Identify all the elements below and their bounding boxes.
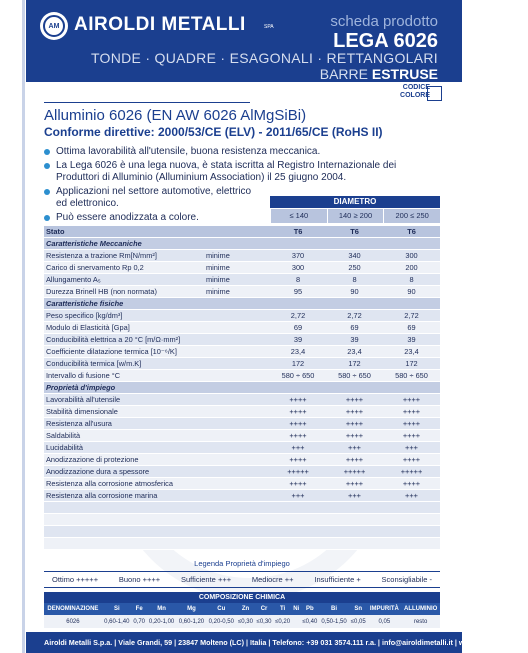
table-cell: +++ xyxy=(383,490,440,502)
table-row xyxy=(44,454,440,466)
legend-item: Mediocre ++ xyxy=(251,575,294,584)
table-cell: Anodizzazione di protezione xyxy=(44,454,204,466)
codice-colore-label: CODICE COLORE xyxy=(400,84,430,99)
chem-value: 0,20-1,00 xyxy=(147,615,177,628)
table-cell: 580 ÷ 650 xyxy=(383,370,440,382)
table-cell: Lucidabilità xyxy=(44,442,204,454)
list-item: La Lega 6026 è una lega nuova, è stata iscritta al Registro Internazionale dei Produttori di Alluminio (Alluminium Association) il 25 giugno 2004. xyxy=(44,160,404,184)
chem-header: Zn xyxy=(236,603,255,615)
table-cell: Coefficiente dilatazione termica [10⁻⁶/K] xyxy=(44,346,204,358)
left-accent-line xyxy=(22,0,25,653)
table-cell xyxy=(204,430,270,442)
table-cell xyxy=(204,322,270,334)
doc-type: scheda prodotto xyxy=(330,13,438,30)
chem-value: 0,20-0,50 xyxy=(206,615,236,628)
table-row xyxy=(44,226,440,238)
table-cell: Anodizzazione dura a spessore xyxy=(44,466,204,478)
chem-header: Ni xyxy=(292,603,301,615)
chem-value: 0,60-1,20 xyxy=(177,615,207,628)
table-cell: ++++ xyxy=(383,454,440,466)
table-cell: 250 xyxy=(326,262,383,274)
table-cell xyxy=(204,334,270,346)
table-cell: ++++ xyxy=(383,394,440,406)
table-cell xyxy=(204,310,270,322)
table-cell xyxy=(204,490,270,502)
table-row xyxy=(44,334,440,346)
table-cell xyxy=(204,394,270,406)
blank-row xyxy=(44,526,440,538)
table-cell xyxy=(204,478,270,490)
chem-header: Bi xyxy=(319,603,349,615)
table-cell: 2,72 xyxy=(326,310,383,322)
table-cell: 8 xyxy=(270,274,326,286)
section-label: Caratteristiche Meccaniche xyxy=(44,238,440,250)
table-row xyxy=(44,478,440,490)
properties-table xyxy=(44,226,440,550)
chem-header: Mg xyxy=(177,603,207,615)
table-cell: Conducibilità termica [w/m.K] xyxy=(44,358,204,370)
chem-value: ≤0,20 xyxy=(273,615,292,628)
chem-title: COMPOSIZIONE CHIMICA xyxy=(44,592,440,603)
table-cell: 90 xyxy=(326,286,383,298)
legend-item: Sufficiente +++ xyxy=(180,575,232,584)
color-code-box xyxy=(427,86,442,101)
chem-value: ≤0,40 xyxy=(301,615,320,628)
table-cell: ++++ xyxy=(383,406,440,418)
table-cell: +++ xyxy=(270,442,326,454)
table-cell: 580 ÷ 650 xyxy=(270,370,326,382)
table-cell: 69 xyxy=(326,322,383,334)
table-cell: ++++ xyxy=(326,430,383,442)
table-cell: 2,72 xyxy=(270,310,326,322)
table-row xyxy=(44,406,440,418)
table-row xyxy=(44,394,440,406)
table-cell: ++++ xyxy=(326,454,383,466)
table-cell: 90 xyxy=(383,286,440,298)
table-cell: ++++ xyxy=(270,430,326,442)
chem-header: Fe xyxy=(132,603,147,615)
chem-header: Cr xyxy=(255,603,274,615)
table-cell: Peso specifico [kg/dm³] xyxy=(44,310,204,322)
table-cell xyxy=(204,466,270,478)
table-row xyxy=(44,442,440,454)
table-cell xyxy=(204,358,270,370)
chem-header: Si xyxy=(102,603,132,615)
table-cell: Stabilità dimensionale xyxy=(44,406,204,418)
table-cell: +++ xyxy=(383,442,440,454)
legend-item: Sconsigliabile - xyxy=(381,575,432,584)
table-cell: minime xyxy=(204,250,270,262)
table-row xyxy=(44,430,440,442)
diametro-header: DIAMETRO xyxy=(270,196,440,208)
legend-item: Buono ++++ xyxy=(118,575,161,584)
table-cell: 69 xyxy=(383,322,440,334)
section-row xyxy=(44,298,440,310)
table-cell: 23,4 xyxy=(326,346,383,358)
table-cell: ++++ xyxy=(326,394,383,406)
company-name: AIROLDI METALLI xyxy=(74,14,246,35)
table-cell: +++++ xyxy=(270,466,326,478)
table-cell: minime xyxy=(204,274,270,286)
table-row xyxy=(44,250,440,262)
table-cell: ++++ xyxy=(326,418,383,430)
table-cell: minime xyxy=(204,286,270,298)
table-cell xyxy=(204,418,270,430)
table-cell: Resistenza all'usura xyxy=(44,418,204,430)
table-cell: Allungamento A₅ xyxy=(44,274,204,286)
table-row xyxy=(44,370,440,382)
legend-title: Legenda Proprietà d'impiego xyxy=(194,559,290,568)
table-cell: 23,4 xyxy=(270,346,326,358)
table-row xyxy=(44,262,440,274)
table-cell xyxy=(204,346,270,358)
table-cell: 172 xyxy=(270,358,326,370)
chem-header: Pb xyxy=(301,603,320,615)
company-logo-icon: AM xyxy=(40,12,68,40)
table-cell: 8 xyxy=(383,274,440,286)
section-row xyxy=(44,238,440,250)
table-cell: +++ xyxy=(326,490,383,502)
table-cell xyxy=(204,454,270,466)
list-item: Applicazioni nel settore automotive, elettrico ed elettronico. xyxy=(44,186,256,210)
table-cell: Durezza Brinell HB (non normata) xyxy=(44,286,204,298)
company-spa: SPA xyxy=(264,24,274,30)
chem-table xyxy=(44,603,440,628)
diametro-col: 200 ≤ 250 xyxy=(384,209,440,223)
table-cell: 69 xyxy=(270,322,326,334)
table-cell: ++++ xyxy=(326,406,383,418)
table-cell: ++++ xyxy=(326,478,383,490)
table-cell: +++++ xyxy=(383,466,440,478)
chem-value: ≤0,30 xyxy=(236,615,255,628)
table-cell xyxy=(204,370,270,382)
table-cell: 39 xyxy=(270,334,326,346)
chem-value: ≤0,05 xyxy=(349,615,368,628)
table-cell: ++++ xyxy=(383,418,440,430)
table-cell: 340 xyxy=(326,250,383,262)
table-cell: Carico di snervamento Rp 0,2 xyxy=(44,262,204,274)
table-cell: 200 xyxy=(383,262,440,274)
table-cell: 95 xyxy=(270,286,326,298)
table-cell xyxy=(204,442,270,454)
compliance-line: Conforme direttive: 2000/53/CE (ELV) - 2011/65/CE (RoHS II) xyxy=(44,125,383,139)
table-cell: 2,72 xyxy=(383,310,440,322)
table-row xyxy=(44,286,440,298)
table-row xyxy=(44,274,440,286)
table-cell: +++ xyxy=(326,442,383,454)
diametro-col: 140 ≥ 200 xyxy=(328,209,384,223)
chem-value: 6026 xyxy=(44,615,102,628)
blank-row xyxy=(44,538,440,550)
table-row xyxy=(44,358,440,370)
table-row xyxy=(44,322,440,334)
table-cell: ++++ xyxy=(270,454,326,466)
table-cell: minime xyxy=(204,262,270,274)
list-item: Può essere anodizzata a colore. xyxy=(44,212,404,224)
table-cell: Intervallo di fusione °C xyxy=(44,370,204,382)
table-cell: +++ xyxy=(270,490,326,502)
legend-item: Insufficiente + xyxy=(314,575,361,584)
table-cell: Stato xyxy=(44,226,204,238)
chem-header: Mn xyxy=(147,603,177,615)
legend xyxy=(44,571,440,588)
chem-header: Cu xyxy=(206,603,236,615)
table-cell: Saldabilità xyxy=(44,430,204,442)
section-row xyxy=(44,382,440,394)
table-cell: 172 xyxy=(326,358,383,370)
table-cell: 8 xyxy=(326,274,383,286)
table-cell: 300 xyxy=(270,262,326,274)
table-cell: T6 xyxy=(326,226,383,238)
table-cell: ++++ xyxy=(270,394,326,406)
table-cell: T6 xyxy=(270,226,326,238)
table-cell: +++++ xyxy=(326,466,383,478)
section-label: Caratteristiche fisiche xyxy=(44,298,440,310)
chem-value: 0,50-1,50 xyxy=(319,615,349,628)
chem-value: 0,60-1,40 xyxy=(102,615,132,628)
alloy-title: LEGA 6026 xyxy=(333,30,438,52)
table-cell: ++++ xyxy=(383,478,440,490)
diametro-col: ≤ 140 xyxy=(271,209,327,223)
chem-value: ≤0,30 xyxy=(255,615,274,628)
table-cell: 39 xyxy=(383,334,440,346)
chem-header: Ti xyxy=(273,603,292,615)
shapes-line-2: BARRE ESTRUSE xyxy=(319,66,438,82)
list-item: Ottima lavorabilità all'utensile, buona resistenza meccanica. xyxy=(44,146,404,158)
table-row xyxy=(44,310,440,322)
table-cell: T6 xyxy=(383,226,440,238)
chem-value: resto xyxy=(401,615,440,628)
table-cell: 23,4 xyxy=(383,346,440,358)
chem-header: DENOMINAZIONE xyxy=(44,603,102,615)
header-banner xyxy=(26,0,462,82)
chem-header: IMPURITÀ xyxy=(367,603,401,615)
divider xyxy=(44,102,250,103)
table-cell: 370 xyxy=(270,250,326,262)
table-cell: Conducibilità elettrica a 20 °C [m/Ω·mm²] xyxy=(44,334,204,346)
table-cell: ++++ xyxy=(270,478,326,490)
legend-item: Ottimo +++++ xyxy=(52,575,99,584)
chem-value: 0,70 xyxy=(132,615,147,628)
table-row xyxy=(44,466,440,478)
table-cell: ++++ xyxy=(383,430,440,442)
chem-header: ALLUMINIO xyxy=(401,603,440,615)
table-row xyxy=(44,346,440,358)
table-row xyxy=(44,418,440,430)
blank-row xyxy=(44,502,440,514)
table-cell: 300 xyxy=(383,250,440,262)
table-cell: Resistenza a trazione Rm[N/mm²] xyxy=(44,250,204,262)
table-cell: 39 xyxy=(326,334,383,346)
table-cell: 580 ÷ 650 xyxy=(326,370,383,382)
chem-value xyxy=(292,615,301,628)
table-cell: Resistenza alla corrosione marina xyxy=(44,490,204,502)
table-cell xyxy=(204,406,270,418)
shapes-line-1: TONDE · QUADRE · ESAGONALI · RETTANGOLARI xyxy=(90,50,438,66)
table-row xyxy=(44,490,440,502)
chem-value: 0,05 xyxy=(367,615,401,628)
table-cell: Lavorabilità all'utensile xyxy=(44,394,204,406)
table-cell: ++++ xyxy=(270,418,326,430)
alloy-designation: Alluminio 6026 (EN AW 6026 AlMgSiBi) xyxy=(44,107,307,124)
section-label: Proprietà d'impiego xyxy=(44,382,440,394)
footer: Airoldi Metalli S.p.a. | Viale Grandi, 59 | 23847 Molteno (LC) | Italia | Telefono: +39 031 3574.111 r.a. | info@airoldimetalli.it | www.airoldimetalli.it xyxy=(26,632,462,653)
table-cell: 172 xyxy=(383,358,440,370)
chem-header: Sn xyxy=(349,603,368,615)
table-cell: Resistenza alla corrosione atmosferica xyxy=(44,478,204,490)
blank-row xyxy=(44,514,440,526)
table-cell xyxy=(204,226,270,238)
diametro-columns xyxy=(270,209,440,223)
table-cell: Modulo di Elasticità [Gpa] xyxy=(44,322,204,334)
table-cell: ++++ xyxy=(270,406,326,418)
